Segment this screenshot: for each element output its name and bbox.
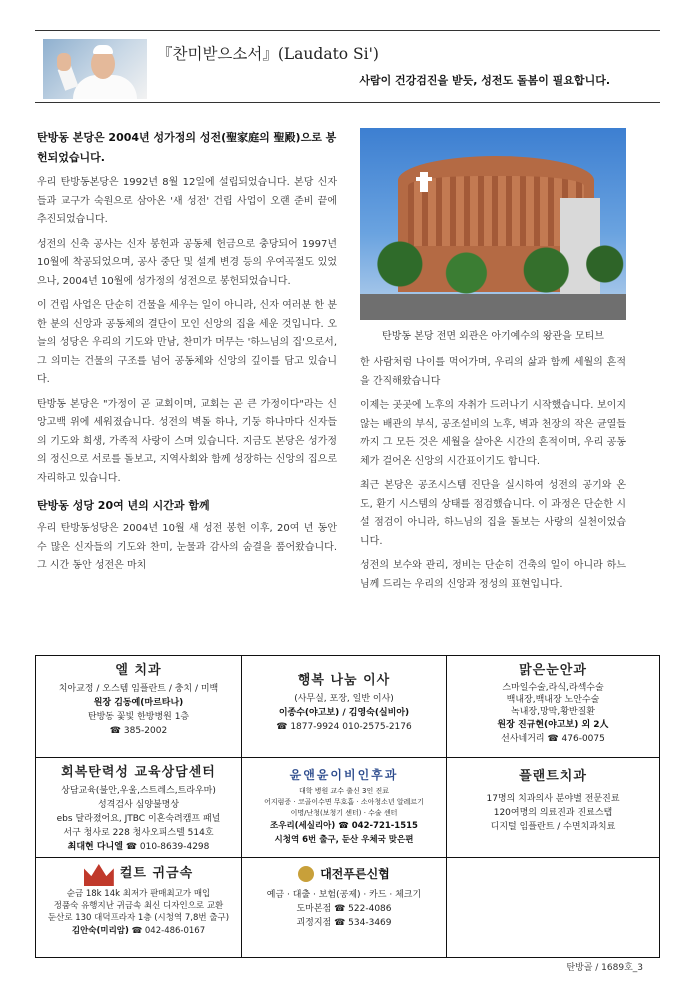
ad-happy-moving <box>242 656 447 758</box>
ad-line: 정품숙 유행지난 귀금속 최신 디자인으로 교환 <box>53 901 224 911</box>
ad-counseling-center <box>36 758 242 858</box>
ad-line: 17명의 치과의사 분야별 전문진료 <box>486 794 620 804</box>
book-title: 『찬미받으소서』(Laudato Si') <box>157 45 379 63</box>
ad-line: 둔산로 130 대덕프라자 1층 (시청역 7,8번 출구) <box>47 913 230 923</box>
article-paragraph: 이제는 곳곳에 노후의 자취가 드러나기 시작했습니다. 보이지 않는 배관의 부식, 공조설비의 노후, 벽과 천장의 작은 균열들까지 그 모든 것은 세월을 살아온 시간의 흔적이며, 우리 공동체가 걸어온 신앙의 시간표이기도 합니다. <box>360 400 626 467</box>
ad-eye-clinic <box>447 656 659 758</box>
article-paragraph: 성전의 신축 공사는 신자 봉헌과 공동체 헌금으로 충당되어 1997년 10월에 착공되었으며, 공사 중단 및 설계 변경 등의 우여곡절도 있었으나, 2004년 10월에 성가정의 성전으로 봉헌되었습니다. <box>37 238 337 287</box>
article-paragraph: 우리 탄방동본당은 1992년 8월 12일에 설립되었습니다. 본당 신자들과 교구가 숙원으로 삼아온 '새 성전' 건립 사업이 오랜 준비 끝에 추진되었습니다. <box>37 177 337 225</box>
credit-union-seal-icon <box>298 866 314 882</box>
ad-director: 원장 진규현(야고보) 외 2人 <box>497 720 609 730</box>
ad-line: 이명/난청(보청기 센터) · 수술 센터 <box>290 809 398 817</box>
article-left-column <box>37 128 337 576</box>
ad-phone: ☎ 010-8639-4298 <box>125 842 210 852</box>
ad-phone: ☎ 385-2002 <box>109 726 168 736</box>
ad-blue-credit-union <box>242 858 447 957</box>
ad-line: 상담교육(불안,우울,스트레스,트라우마) <box>61 786 216 796</box>
article-paragraph: 한 사람처럼 나이를 먹어가며, 우리의 삶과 함께 세월의 흔적을 간직해왔습니다 <box>360 357 626 387</box>
ad-phone: ☎ 1877-9924 010-2575-2176 <box>276 722 412 732</box>
ad-line: 괴정지점 ☎ 534-3469 <box>296 918 392 928</box>
ad-cult-jewelry <box>36 858 242 957</box>
ad-line: 서구 청사로 228 청사오피스텔 514호 <box>63 828 214 838</box>
ad-plant-dental <box>447 758 659 858</box>
ad-line: 녹내장,망막,황반질환 <box>511 707 595 717</box>
ad-owners: 이종수(야고보) / 김영숙(실비아) <box>278 708 410 718</box>
ad-director: 조우리(세실리아) ☎ 042-721-1515 <box>270 821 418 831</box>
ad-phone: 선사네거리 ☎ 476-0075 <box>501 734 605 744</box>
ad-line: 어지럼증 · 코골이수면 무호흡 · 소아청소년 알레르기 <box>264 798 424 806</box>
article-paragraph: 최근 본당은 공조시스템 진단을 실시하여 성전의 공기와 온도, 환기 시스템의 상태를 점검했습니다. 이 과정은 단순한 시설 점검이 아니라, 하느님의 집을 돌보는 사랑의 실천이었습니다. <box>360 480 626 547</box>
ad-line: 예금 · 대출 · 보험(공제) · 카드 · 체크기 <box>266 890 422 900</box>
ad-plant-dental-contact <box>447 858 659 957</box>
article-headline: 탄방동 본당은 2004년 성가정의 성전(聖家庭의 聖殿)으로 봉헌되었습니다. <box>37 131 337 164</box>
header-subtitle: 사람이 건강검진을 받듯, 성전도 돌봄이 필요합니다. <box>359 74 610 87</box>
ad-line: ebs 달라졌어요, JTBC 이혼숙려캠프 패널 <box>56 814 221 824</box>
article-paragraph: 성전의 보수와 관리, 정비는 단순히 건축의 일이 아니라 하느님께 드리는 우리의 신앙과 정성의 표현입니다. <box>360 560 626 590</box>
ad-line: 스마일수술,라식,라섹수술 <box>502 683 604 693</box>
ad-line: 치아교정 / 오스템 임플란트 / 충치 / 미백 <box>58 684 219 694</box>
photo-caption: 탄방동 본당 전면 외관은 아기예수의 왕관을 모티브 <box>382 331 604 342</box>
ad-director: 최대현 다니엘 <box>67 842 123 852</box>
header <box>35 30 660 102</box>
article-paragraph: 탄방동 본당은 "가정이 곧 교회이며, 교회는 곧 큰 가정이다"라는 신앙고백 위에 세워졌습니다. 성전의 벽돌 하나, 기둥 하나마다 신자들의 기도와 희생, 가족적 사랑이 스며 있습니다. 지금도 본당은 성가정의 정신으로 서로를 돌보고, 지역사회와 함께 성장하는 신앙의 집으로 자리하고 있습니다. <box>37 398 337 484</box>
ad-title: 컬트 귀금속 <box>119 866 194 881</box>
ad-location: 시청역 6번 출구, 둔산 우체국 맞은편 <box>274 835 414 845</box>
article-paragraph: 우리 탄방동성당은 2004년 10월 새 성전 봉헌 이후, 20여 년 동안 수 많은 신자들의 기도와 찬미, 눈물과 감사의 숨결을 품어왔습니다. 그 시간 동안 성전은 마치 <box>37 523 337 571</box>
ad-phone: ☎ 042-486-0167 <box>131 926 206 936</box>
header-rule <box>35 102 660 103</box>
article-right-column <box>360 128 626 594</box>
ad-line: 탄방동 꽃빛 한방병원 1층 <box>87 712 190 722</box>
ad-elle-dental <box>36 656 242 758</box>
ad-line: 순금 18k 14k 최저가 판매최고가 매입 <box>66 889 211 899</box>
crown-icon <box>84 864 114 886</box>
ad-owner: 김안숙(미리암) <box>71 926 129 936</box>
ad-title: 플랜트치과 <box>519 769 587 784</box>
ad-line: 백내장,백내장 노안수술 <box>506 695 600 705</box>
ad-title: 엘 치과 <box>115 663 162 678</box>
ad-yoon-ent <box>242 758 447 858</box>
ad-title: 대전푸른신협 <box>320 867 390 881</box>
ad-title: 행복 나눔 이사 <box>297 673 391 688</box>
section-title: 탄방동 성당 20여 년의 시간과 함께 <box>37 499 210 512</box>
advertisement-grid <box>35 655 660 958</box>
pope-photo <box>43 39 147 99</box>
ad-line: 도마본점 ☎ 522-4086 <box>296 904 392 914</box>
church-photo <box>360 128 626 320</box>
ad-line: (사무실, 포장, 일반 이사) <box>294 694 394 704</box>
ad-title: 회복탄력성 교육상담센터 <box>61 765 216 780</box>
yoon-logo: 윤앤윤이비인후과 <box>289 768 399 782</box>
ad-line: 120여명의 의료진과 진료스탭 <box>493 808 613 818</box>
ad-line: 성격검사 심양불명상 <box>97 800 180 810</box>
ad-title: 맑은눈안과 <box>519 663 587 678</box>
article-paragraph: 이 건립 사업은 단순히 건물을 세우는 일이 아니라, 신자 여러분 한 분 한 분의 신앙과 공동체의 결단이 모인 신앙의 집을 세운 것입니다. 오늘의 성당은 우리의 기도와 만남, 찬미가 머무는 '하느님의 집'으로서, 그 의미는 건물의 구조를 넘어 공동체와 신앙의 깊이를 담고 있습니다. <box>37 300 337 385</box>
ad-director: 원장 김동예(마르타나) <box>93 698 184 708</box>
page-footer: 탄방골 / 1689호_3 <box>566 963 643 973</box>
ad-line: 디지털 임플란트 / 수면치과치료 <box>490 822 616 832</box>
ad-line: 대학 병원 교수 출신 3인 진료 <box>299 787 389 795</box>
